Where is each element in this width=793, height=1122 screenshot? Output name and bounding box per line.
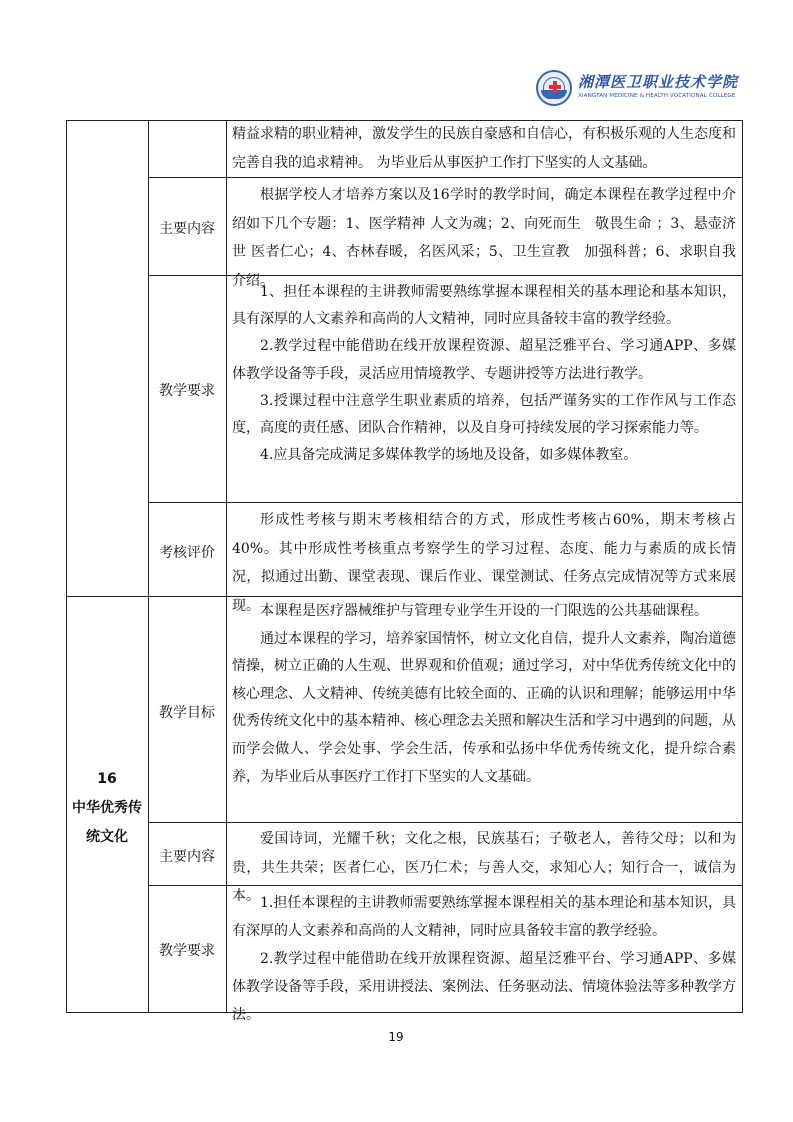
paragraph: 根据学校人才培养方案以及16学时的教学时间，确定本课程在教学过程中介绍如下几个专题：1、医学精神 人文为魂；2、向死而生 敬畏生命 ；3、悬壶济世 医者仁心；4、杏林春暖，名医风采；5、卫生宣教 加强科普；6、求职自我介绍。 xyxy=(232,187,736,289)
logo-english-name: XIANGTAN MEDICINE & HEALTH VOCATIONAL COLLEGE xyxy=(578,93,736,99)
course15-content xyxy=(226,181,742,295)
college-emblem-icon xyxy=(536,70,572,106)
course15-requirements-label: 教学要求 xyxy=(159,383,215,399)
paragraph: 1、担任本课程的主讲教师需要熟练掌握本课程相关的基本理论和基本知识，具有深厚的人文素养和高尚的人文精神，同时应具备较丰富的教学经验。 xyxy=(232,284,736,328)
course-name-line1: 中华优秀传 xyxy=(72,800,142,816)
course16-content-label: 主要内容 xyxy=(159,849,215,865)
page-number: 19 xyxy=(388,1030,404,1044)
course16-requirements xyxy=(226,889,742,1029)
course16-goal-label: 教学目标 xyxy=(159,705,215,721)
paragraph: 3.授课过程中注意学生职业素质的培养，包括严谨务实的工作作风与工作态度，高度的责任感、团队合作精神，以及自身可持续发展的学习探索能力等。 xyxy=(232,392,736,437)
paragraph: 爱国诗词，光耀千秋；文化之根，民族基石；子敬老人，善待父母；以和为贵，共生共荣；医者仁心，医乃仁术；与善人交，求知心人；知行合一，诚信为本。 xyxy=(232,831,736,904)
course-name-line2: 统文化 xyxy=(86,829,128,845)
paragraph: 本课程是医疗器械维护与管理专业学生开设的一门限选的公共基础课程。 xyxy=(260,603,708,619)
college-logo xyxy=(536,70,739,108)
course15-evaluation-label: 考核评价 xyxy=(159,545,215,561)
course16-title xyxy=(66,765,148,852)
course-number: 16 xyxy=(97,771,117,787)
paragraph: 形成性考核与期末考核相结合的方式，形成性考核占60%，期末考核占40%。其中形成性考核重点考察学生的学习过程、态度、能力与素质的成长情况，拟通过出勤、课堂表现、课后作业、课堂测试、任务点完成情况等方式来展现。 xyxy=(232,512,736,614)
course15-requirements xyxy=(226,279,742,469)
paragraph: 4.应具备完成满足多媒体教学的场地及设备，如多媒体教室。 xyxy=(260,447,638,464)
course16-requirements-label: 教学要求 xyxy=(159,943,215,959)
paragraph: 精益求精的职业精神，激发学生的民族自豪感和自信心，有积极乐观的人生态度和完善自我的追求精神。 为毕业后从事医护工作打下坚实的人文基础。 xyxy=(232,126,736,171)
paragraph: 1.担任本课程的主讲教师需要熟练掌握本课程相关的基本理论和基本知识，具有深厚的人文素养和高尚的人文精神，同时应具备较丰富的教学经验。 xyxy=(232,895,736,939)
course15-goal-continued xyxy=(226,120,742,177)
paragraph: 2.教学过程中能借助在线开放课程资源、超星泛雅平台、学习通APP、多媒体教学设备等手段，灵活应用情境教学、专题讲授等方法进行教学。 xyxy=(232,338,736,382)
logo-chinese-name: 湘潭医卫职业技术学院 xyxy=(578,73,739,91)
paragraph: 2.教学过程中能借助在线开放课程资源、超星泛雅平台、学习通APP、多媒体教学设备等手段，采用讲授法、案例法、任务驱动法、情境体验法等多种教学方法。 xyxy=(232,951,736,1023)
paragraph: 通过本课程的学习，培养家国情怀，树立文化自信，提升人文素养，陶冶道德情操，树立正确的人生观、世界观和价值观；通过学习，对中华优秀传统文化中的核心理念、人文精神、传统美德有比较全面的、正确的认识和理解；能够运用中华优秀传统文化中的基本精神、核心理念去关照和解决生活和学习中遇到的问题，从而学会做人、学会处事、学会生活，传承和弘扬中华优秀传统文化，提升综合素养，为毕业后从事医疗工作打下坚实的人文基础。 xyxy=(232,630,736,785)
course16-goals xyxy=(226,598,742,791)
course15-content-label: 主要内容 xyxy=(159,221,215,237)
